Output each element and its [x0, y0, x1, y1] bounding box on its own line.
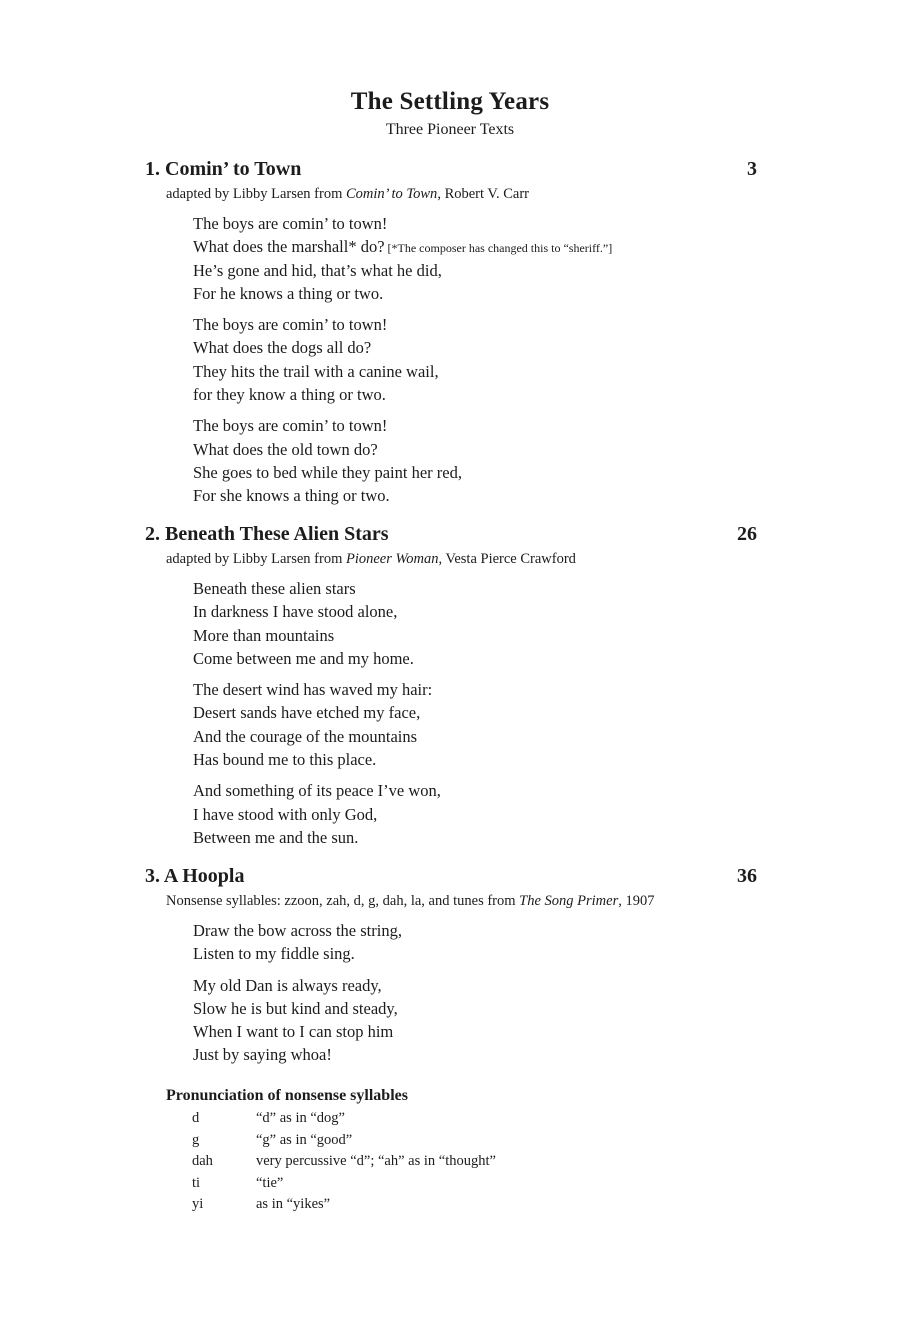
lyric-line-with-note [193, 235, 757, 258]
stanza [193, 414, 757, 507]
lyric-line: My old Dan is always ready, [193, 975, 382, 995]
pronunciation-row [192, 1173, 666, 1195]
lyric-line: Beneath these alien stars [193, 579, 356, 598]
lyric-line: What does the old town do? [193, 439, 378, 459]
lyric-line: In darkness I have stood alone, [193, 602, 398, 622]
lyrics [193, 919, 757, 1067]
lyric-line: Come between me and my home. [193, 648, 414, 668]
stanza [193, 974, 757, 1067]
song-page-number: 26 [737, 523, 757, 545]
syllable-guide: very percussive “d”; “ah” as in “thought” [256, 1153, 496, 1169]
credit-suffix: , 1907 [618, 893, 655, 909]
lyric-line: Slow he is but kind and steady, [193, 998, 398, 1018]
lyric-line: They hits the trail with a canine wail, [193, 361, 439, 381]
syllable: ti [192, 1174, 201, 1191]
syllable: dah [192, 1153, 213, 1169]
lyric-line: More than mountains [193, 625, 335, 645]
page-title: The Settling Years [350, 88, 550, 115]
credit-source: Comin’ to Town [345, 186, 438, 202]
syllable: yi [192, 1196, 204, 1212]
stanza [193, 313, 757, 406]
credit-suffix: , Vesta Pierce Crawford [438, 551, 576, 567]
song-2 [145, 520, 757, 849]
pronunciation-title: Pronunciation of nonsense syllables [166, 1087, 408, 1104]
page-subtitle: Three Pioneer Texts [385, 121, 515, 138]
syllable-guide: as in “yikes” [256, 1196, 331, 1212]
syllable: d [192, 1110, 200, 1126]
song-page-number: 3 [747, 158, 757, 180]
stanza [193, 577, 757, 670]
lyric-line: for they know a thing or two. [193, 385, 386, 405]
lyric-line: For he knows a thing or two. [193, 283, 384, 303]
credit-source: The Song Primer [519, 893, 619, 909]
song-heading [145, 155, 757, 183]
lyric-line: The desert wind has waved my hair: [193, 680, 433, 700]
lyric-line: And something of its peace I’ve won, [193, 781, 441, 801]
song-heading [145, 520, 757, 548]
stanza [193, 678, 757, 771]
pronunciation-row [192, 1108, 666, 1130]
lyric-line: The boys are comin’ to town! [193, 315, 388, 335]
song-title: 2. Beneath These Alien Stars [145, 523, 389, 545]
lyric-line: Desert sands have etched my face, [193, 703, 421, 723]
song-title: 1. Comin’ to Town [145, 158, 302, 180]
song-3 [145, 862, 757, 1067]
footnote: [*The composer has changed this to “sheriff.”] [387, 241, 613, 256]
song-credit [166, 548, 757, 570]
lyric-line: He’s gone and hid, that’s what he did, [193, 260, 442, 280]
syllable-guide: “g” as in “good” [256, 1131, 353, 1148]
credit-prefix: Nonsense syllables: zzoon, zah, d, g, dah, la, and tunes from [166, 893, 520, 909]
lyric-line: What does the marshall* do? [193, 237, 385, 257]
song-1 [145, 155, 757, 508]
song-title: 3. A Hoopla [145, 865, 245, 887]
lyric-line: When I want to I can stop him [193, 1022, 394, 1042]
syllable-guide: “tie” [256, 1174, 284, 1191]
lyric-line: Just by saying whoa! [193, 1045, 332, 1065]
lyric-line: Draw the bow across the string, [193, 921, 402, 940]
lyrics [193, 212, 757, 508]
credit-source: Pioneer Woman [345, 551, 439, 567]
lyric-line: The boys are comin’ to town! [193, 416, 388, 436]
lyric-line: The boys are comin’ to town! [193, 214, 388, 233]
lyric-line: And the courage of the mountains [193, 726, 418, 746]
stanza [193, 779, 757, 849]
lyric-line: For she knows a thing or two. [193, 486, 390, 506]
lyric-line: Between me and the sun. [193, 827, 359, 847]
credit-prefix: adapted by Libby Larsen from [166, 186, 346, 202]
lyric-line: I have stood with only God, [193, 804, 378, 824]
song-page-number: 36 [737, 865, 757, 887]
song-credit [166, 890, 757, 912]
pronunciation-guide [166, 1084, 666, 1216]
pronunciation-row [192, 1194, 666, 1216]
credit-suffix: , Robert V. Carr [437, 186, 530, 202]
lyric-line: She goes to bed while they paint her red, [193, 462, 462, 482]
lyric-line: What does the dogs all do? [193, 338, 372, 358]
lyric-line: Listen to my fiddle sing. [193, 944, 355, 964]
stanza [193, 212, 757, 305]
pronunciation-row [192, 1151, 666, 1173]
syllable-guide: “d” as in “dog” [256, 1110, 345, 1126]
lyrics [193, 577, 757, 849]
song-credit [166, 183, 757, 205]
stanza [193, 919, 757, 966]
credit-prefix: adapted by Libby Larsen from [166, 551, 346, 567]
syllable: g [192, 1131, 200, 1148]
song-heading [145, 862, 757, 890]
pronunciation-row [192, 1130, 666, 1152]
lyric-line: Has bound me to this place. [193, 750, 377, 770]
